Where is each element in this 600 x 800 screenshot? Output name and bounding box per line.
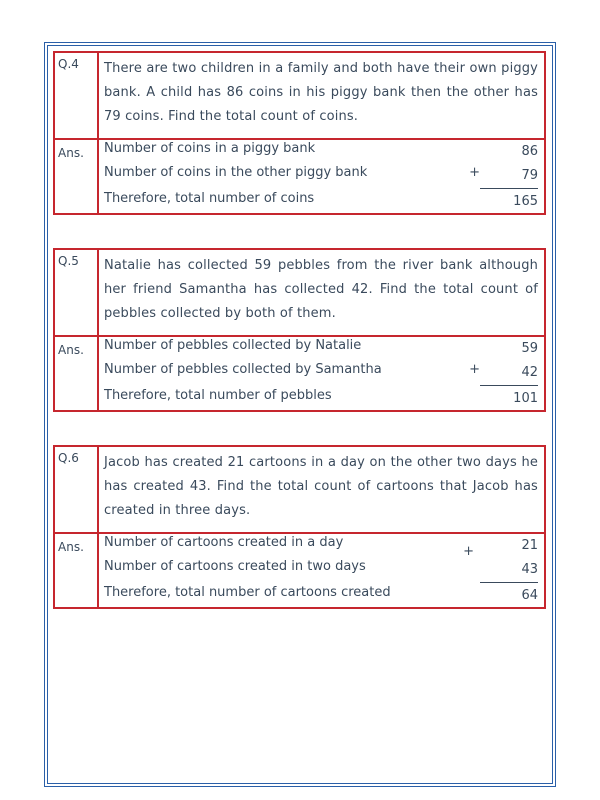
- answer-line: [104, 358, 538, 382]
- answer-line-text: Number of pebbles collected by Samantha: [104, 362, 382, 377]
- question-label: Q.5: [55, 250, 99, 335]
- answer-line-value: 42: [521, 365, 538, 380]
- question-row: [53, 51, 546, 140]
- answer-line-text: Number of pebbles collected by Natalie: [104, 338, 362, 353]
- answer-line-value: 21: [521, 538, 538, 553]
- answer-line-text: Number of coins in the other piggy bank: [104, 165, 368, 180]
- answer-line: [104, 581, 538, 605]
- answer-line: [104, 161, 538, 185]
- answer-line-text: Therefore, total number of coins: [104, 191, 315, 206]
- answer-line-value: 43: [521, 562, 538, 577]
- answer-line: [104, 384, 538, 408]
- answer-line-text: Therefore, total number of cartoons created: [104, 585, 391, 600]
- answer-line-text: Number of coins in a piggy bank: [104, 141, 316, 156]
- answer-line-value: 165: [513, 194, 538, 209]
- question-row: [53, 445, 546, 534]
- question-label: Q.6: [55, 447, 99, 532]
- plus-sign: +: [469, 165, 480, 180]
- answer-line-value: 64: [521, 588, 538, 603]
- question-text: Jacob has created 21 cartoons in a day on the other two days he has created 43. Find the total count of cartoons that Jacob has created in three days.: [104, 455, 538, 518]
- answer-line-text: Number of cartoons created in a day: [104, 535, 344, 550]
- question-block-4: [53, 51, 546, 215]
- answer-line-value: 79: [521, 168, 538, 183]
- question-text: Natalie has collected 59 pebbles from the river bank although her friend Samantha has collected 42. Find the total count of pebbles collected by both of them.: [104, 258, 538, 321]
- plus-sign: +: [463, 544, 474, 559]
- answer-row: [53, 138, 546, 215]
- question-label: Q.4: [55, 53, 99, 138]
- answer-line: [104, 531, 538, 559]
- answer-label: Ans.: [55, 140, 99, 213]
- answer-row: [53, 335, 546, 412]
- answer-line-value: 59: [521, 341, 538, 356]
- answer-line-text: Number of cartoons created in two days: [104, 559, 366, 574]
- question-block-5: [53, 248, 546, 412]
- answer-line-value: 86: [521, 144, 538, 159]
- question-block-6: [53, 445, 546, 609]
- answer-line: [104, 187, 538, 211]
- question-text: There are two children in a family and both have their own piggy bank. A child has 86 coins in his piggy bank then the other has 79 coins. Find the total count of coins.: [104, 61, 538, 124]
- answer-line: [104, 555, 538, 579]
- question-row: [53, 248, 546, 337]
- answer-line: [104, 334, 538, 358]
- answer-line: [104, 137, 538, 161]
- answer-row: [53, 532, 546, 609]
- answer-line-value: 101: [513, 391, 538, 406]
- answer-label: Ans.: [55, 534, 99, 607]
- answer-label: Ans.: [55, 337, 99, 410]
- answer-line-text: Therefore, total number of pebbles: [104, 388, 332, 403]
- plus-sign: +: [469, 362, 480, 377]
